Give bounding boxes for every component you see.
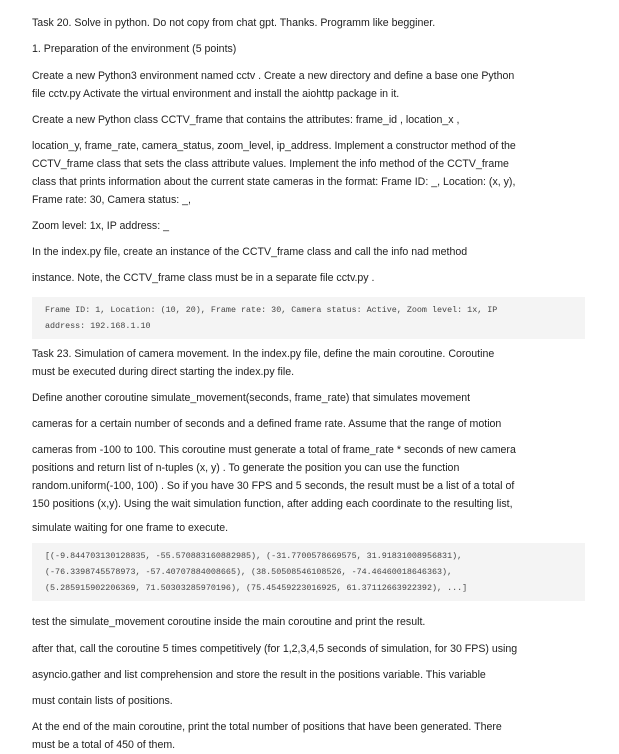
paragraph-line: CCTV_frame class that sets the class attribute values. Implement the info method of the CCTV_frame — [32, 158, 509, 170]
paragraph-line: Define another coroutine simulate_movement(seconds, frame_rate) that simulates movement — [32, 392, 471, 404]
paragraph-line: must contain lists of positions. — [32, 695, 173, 707]
paragraph-line: Frame rate: 30, Camera status: _, — [32, 194, 191, 206]
paragraph-line: cameras from -100 to 100. This coroutine must generate a total of frame_rate * seconds of new camera — [32, 444, 516, 456]
paragraph-line: At the end of the main coroutine, print the total number of positions that have been generated. There — [32, 721, 502, 733]
paragraph-line: Zoom level: 1x, IP address: _ — [32, 220, 169, 232]
paragraph-line: 150 positions (x,y). Using the wait simulation function, after adding each coordinate to the resulting list, — [32, 498, 513, 510]
paragraph-line: asyncio.gather and list comprehension and store the result in the positions variable. This variable — [32, 669, 486, 681]
paragraph-line: positions and return list of n-tuples (x, y) . To generate the position you can use the function — [32, 462, 460, 474]
code-block-positions-example — [32, 543, 585, 601]
paragraph-line: random.uniform(-100, 100) . So if you have 30 FPS and 5 seconds, the result must be a list of a total of — [32, 480, 515, 492]
paragraph-line: after that, call the coroutine 5 times competitively (for 1,2,3,4,5 seconds of simulation, for 30 FPS) using — [32, 643, 518, 655]
task-23-heading: Task 23. Simulation of camera movement. In the index.py file, define the main coroutine. Coroutine — [32, 348, 495, 360]
paragraph-line: location_y, frame_rate, camera_status, zoom_level, ip_address. Implement a constructor method of the — [32, 140, 516, 152]
code-line: Frame ID: 1, Location: (10, 20), Frame rate: 30, Camera status: Active, Zoom level: 1x, IP — [45, 305, 498, 315]
paragraph-line: Create a new Python class CCTV_frame that contains the attributes: frame_id , location_x , — [32, 114, 460, 126]
paragraph-line: cameras for a certain number of seconds and a defined frame rate. Assume that the range of motion — [32, 418, 502, 430]
section-1-heading: 1. Preparation of the environment (5 points) — [32, 43, 237, 55]
code-line: [(-9.844703130128835, -55.570883160882985), (-31.7700578669575, 31.91831008956831), — [45, 551, 463, 561]
paragraph-line: simulate waiting for one frame to execute. — [32, 522, 229, 534]
code-line: (-76.3398745578973, -57.40707884008665), (38.50508546108526, -74.46460018646363), — [45, 567, 453, 577]
paragraph-line: Create a new Python3 environment named cctv . Create a new directory and define a base one Python — [32, 70, 515, 82]
paragraph-line: file cctv.py Activate the virtual environment and install the aiohttp package in it. — [32, 88, 400, 100]
paragraph-line: In the index.py file, create an instance of the CCTV_frame class and call the info nad method — [32, 246, 468, 258]
paragraph-line: instance. Note, the CCTV_frame class must be in a separate file cctv.py . — [32, 272, 375, 284]
task-20-heading: Task 20. Solve in python. Do not copy from chat gpt. Thanks. Programm like begginer. — [32, 17, 436, 29]
paragraph-line: test the simulate_movement coroutine inside the main coroutine and print the result. — [32, 616, 426, 628]
paragraph-line: class that prints information about the current state cameras in the format: Frame ID: _, Location: (x, y), — [32, 176, 516, 188]
code-block-output-example — [32, 297, 585, 339]
code-line: address: 192.168.1.10 — [45, 321, 151, 331]
code-line: (5.285915902206369, 71.50303285970196), (75.45459223016925, 61.37112663922392), ...] — [45, 583, 468, 593]
paragraph-line: must be a total of 450 of them. — [32, 739, 176, 751]
paragraph-line: must be executed during direct starting the index.py file. — [32, 366, 295, 378]
